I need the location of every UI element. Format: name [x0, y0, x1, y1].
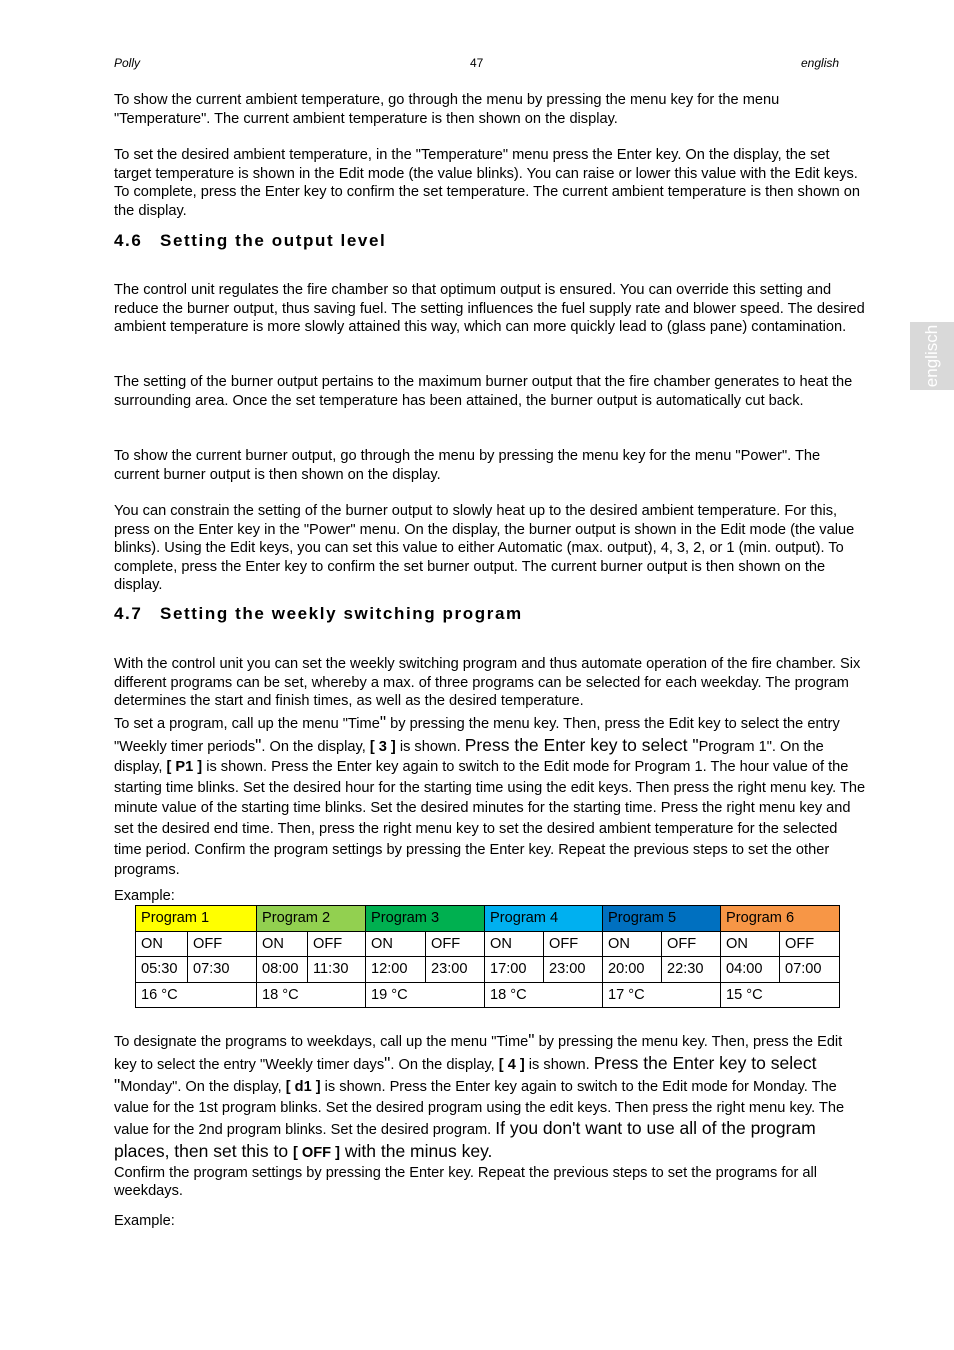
table-cell: 15 °C — [721, 982, 840, 1008]
section-heading-4-6 — [114, 231, 386, 251]
table-cell: OFF — [662, 931, 721, 957]
table-cell: ON — [136, 931, 188, 957]
table-cell: 19 °C — [366, 982, 485, 1008]
text: Press the Enter key to select " — [114, 1052, 817, 1096]
table-cell: 23:00 — [426, 957, 485, 983]
text: . On the display, — [261, 738, 370, 755]
example-label: Example: — [114, 888, 175, 904]
table-cell: 22:30 — [662, 957, 721, 983]
text: by pressing the menu key. Then, press the Edit key to select the entry "Weekly timer periods — [114, 716, 840, 755]
table-cell: ON — [721, 931, 780, 957]
table-cell: 16 °C — [136, 982, 257, 1008]
table-cell: 18 °C — [485, 982, 603, 1008]
section-title: Setting the output level — [160, 231, 387, 250]
language-side-tab — [910, 322, 954, 390]
text: is shown. — [395, 738, 465, 755]
on-off-row — [136, 931, 840, 957]
paragraph-set-temperature: To set the desired ambient temperature, in the "Temperature" menu press the Enter key. On the display, the set target temperature is shown in the Edit mode (the value blinks). You can raise or lower this value with the Edit keys. To complete, press the Enter key to confirm the set temperature. The current ambient temperature is then shown on the display. — [114, 147, 861, 219]
text: Program 1". On the display, — [114, 738, 824, 776]
text: Press the Enter key to select " — [464, 734, 699, 755]
program-name-cell: Program 2 — [257, 906, 366, 932]
paragraph-burner-output: The setting of the burner output pertains to the maximum burner output that the fire chamber generates to heat the surrounding area. Once the set temperature has been attained, the burner output is automatically cut back. — [114, 374, 853, 409]
section-number: 4.6 — [114, 231, 143, 250]
paragraph-constrain-power: You can constrain the setting of the burner output to slowly heat up to the desired ambient temperature. For this, press on the Enter key in the "Power" menu. On the display, the burner output is shown in the Edit mode (the value blinks). Using the Edit keys, you can set this value to either Automatic (max. output), 4, 3, 2, or 1 (min. output). To complete, press the Enter key to confirm the set burner output. The current burner output is then shown on the display. — [114, 503, 855, 593]
text: by pressing the menu key. Then, press the Edit key to select the entry "Weekly timer days — [114, 1034, 843, 1073]
table-cell: OFF — [544, 931, 603, 957]
table-cell: 08:00 — [257, 957, 308, 983]
time-row — [136, 957, 840, 983]
section-number: 4.7 — [114, 604, 143, 623]
table-cell: OFF — [308, 931, 366, 957]
page-number: 47 — [470, 56, 484, 70]
table-cell: 05:30 — [136, 957, 188, 983]
text: Confirm the program settings by pressing the Enter key. Repeat the previous steps to set the programs for all weekdays. — [114, 1164, 818, 1200]
display-code: [ d1 ] — [285, 1079, 321, 1096]
program-name-cell: Program 5 — [603, 906, 721, 932]
text: " — [379, 712, 387, 732]
table-cell: ON — [257, 931, 308, 957]
header-left: Polly — [114, 56, 141, 70]
text: with the minus key. — [340, 1140, 493, 1161]
display-code: [ P1 ] — [166, 759, 203, 776]
table-cell: 18 °C — [257, 982, 366, 1008]
display-code: [ 3 ] — [369, 738, 396, 755]
program-name-cell: Program 6 — [721, 906, 840, 932]
table-cell: 07:00 — [780, 957, 840, 983]
table-cell: 07:30 — [188, 957, 257, 983]
paragraph-weekdays — [114, 1030, 866, 1201]
text: " — [255, 734, 262, 755]
table-cell: OFF — [188, 931, 257, 957]
program-name-cell: Program 3 — [366, 906, 485, 932]
table-cell: 04:00 — [721, 957, 780, 983]
table-cell: OFF — [780, 931, 840, 957]
program-table — [135, 905, 840, 1008]
program-name-cell: Program 4 — [485, 906, 603, 932]
table-cell: 17:00 — [485, 957, 544, 983]
table-cell: ON — [366, 931, 426, 957]
paragraph-output-regulation: The control unit regulates the fire chamber so that optimum output is ensured. You can override this setting and reduce the burner output, thus saving fuel. The setting influences the fuel supply rate and blower speed. The desired ambient temperature is more slowly attained this way, which can more quickly lead to (glass pane) contamination. — [114, 282, 865, 335]
side-tab-label: englisch — [922, 324, 941, 388]
display-code: [ 4 ] — [498, 1056, 525, 1073]
text: " — [528, 1030, 535, 1050]
table-cell: 11:30 — [308, 957, 366, 983]
table-cell: ON — [603, 931, 662, 957]
temperature-row — [136, 982, 840, 1008]
paragraph-show-temperature: To show the current ambient temperature, go through the menu by pressing the menu key for the menu "Temperature". The current ambient temperature is then shown on the display. — [114, 92, 780, 127]
text: To set a program, call up the menu "Time — [114, 716, 380, 732]
table-cell: 20:00 — [603, 957, 662, 983]
paragraph-show-power: To show the current burner output, go through the menu by pressing the menu key for the menu "Power". The current burner output is then shown on the display. — [114, 448, 821, 483]
text: Monday". On the display, — [120, 1079, 286, 1096]
section-heading-4-7 — [114, 604, 523, 624]
table-cell: OFF — [426, 931, 485, 957]
example-label: Example: — [114, 1213, 175, 1229]
table-cell: 12:00 — [366, 957, 426, 983]
display-code: [ OFF ] — [293, 1144, 341, 1161]
text: is shown. — [524, 1056, 594, 1073]
paragraph-set-program — [114, 712, 866, 881]
text: . On the display, — [390, 1056, 499, 1073]
program-header-row — [136, 906, 840, 932]
table-cell: 23:00 — [544, 957, 603, 983]
paragraph-weekly-intro: With the control unit you can set the weekly switching program and thus automate operation of the fire chamber. Six different programs can be set, whereby a max. of three programs can be selected for each weekday. The program determines the start and finish times, as well as the desired temperature. — [114, 656, 861, 709]
text: To designate the programs to weekdays, call up the menu "Time — [114, 1034, 529, 1050]
section-title: Setting the weekly switching program — [160, 604, 523, 623]
program-name-cell: Program 1 — [136, 906, 257, 932]
text: If you don't want to use all of the program places, then set this to — [114, 1118, 816, 1161]
table-cell: 17 °C — [603, 982, 721, 1008]
header-right: english — [801, 56, 840, 70]
table-cell: ON — [485, 931, 544, 957]
text: is shown. Press the Enter key again to switch to the Edit mode for Program 1. The hour value of the starting time blinks. Set the desired hour for the starting time using the edit keys. Then press the right menu key. The minute value of the starting time blinks. Set the desired minutes for the starting time. Press the right menu key and set the desired end time. Then, press the right menu key to set the desired ambient temperature for the selected time period. Confirm the program settings by pressing the Enter key. Repeat the previous steps to set the other programs. — [114, 759, 866, 879]
text: " — [384, 1052, 391, 1073]
text: is shown. Press the Enter key again to switch to the Edit mode for Monday. The value for the 1st program blinks. Set the desired program using the edit keys. Then press the right menu key. The value for the 2nd program blinks. Set the desired program. — [114, 1079, 845, 1139]
